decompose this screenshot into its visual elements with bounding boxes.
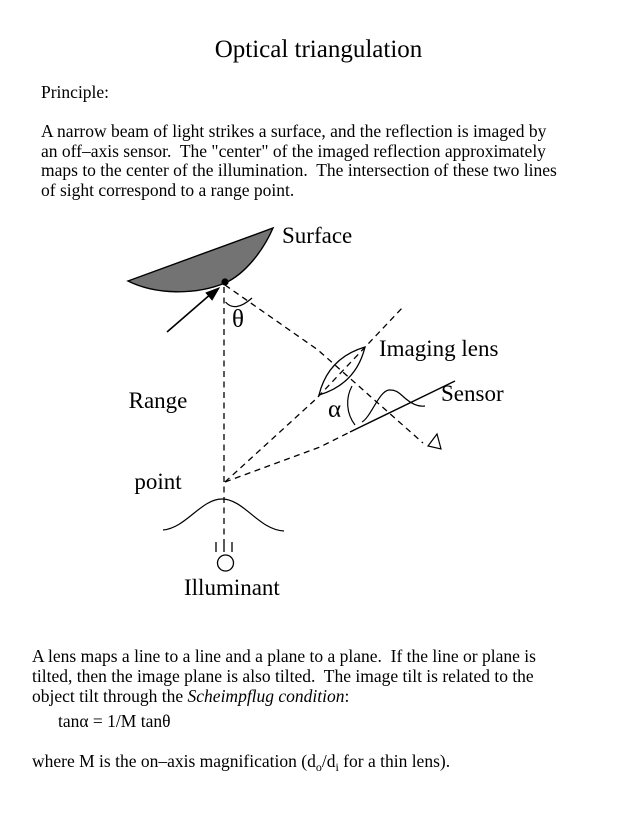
principle-label: Principle:	[41, 82, 110, 102]
range-point-label	[113, 333, 203, 549]
body-line-3	[32, 686, 349, 707]
range-point-arrow	[167, 293, 212, 332]
where-line	[32, 751, 450, 772]
sensor-label: Sensor	[441, 381, 504, 406]
intro-line-1: A narrow beam of light strikes a surface, and the reflection is imaged by	[41, 121, 547, 141]
scheimpflug-term: Scheimpflug condition	[187, 686, 345, 706]
illuminant-rays-icon	[216, 540, 232, 552]
where-part-2: /d	[321, 751, 336, 771]
scheimpflug-formula: tanα = 1/M tanθ	[58, 711, 171, 731]
body-line-3-prefix: object tilt through the	[32, 686, 188, 706]
body-line-3-suffix: :	[344, 686, 350, 706]
body-line-2: tilted, then the image plane is also tilted. The image tilt is related to the	[32, 666, 534, 686]
intro-line-2: an off–axis sensor. The "center" of the imaged reflection approximately	[41, 140, 546, 161]
intro-line-3: maps to the center of the illumination. The intersection of these two lines	[41, 160, 557, 180]
subscript-o: o	[315, 760, 322, 774]
sensor-plane-extension-line	[225, 432, 350, 482]
page-title: Optical triangulation	[214, 36, 423, 63]
line-of-sight-arrowhead-icon	[428, 434, 441, 449]
surface-label: Surface	[282, 223, 353, 248]
range-point-dot	[221, 278, 228, 285]
surface-shape	[128, 228, 273, 292]
subscript-i: i	[335, 760, 339, 774]
where-part-3: for a thin lens).	[338, 751, 451, 771]
alpha-label: α	[328, 396, 342, 423]
theta-label: θ	[232, 306, 244, 333]
body-line-1: A lens maps a line to a line and a plane to a plane. If the line or plane is	[32, 646, 536, 666]
line-of-sight-line	[225, 285, 423, 443]
illuminant-label: Illuminant	[184, 575, 280, 600]
illuminant-circle	[218, 555, 234, 571]
lens-plane-line	[225, 307, 403, 482]
range-point-arrowhead-icon	[206, 288, 219, 300]
intro-line-4: of sight correspond to a range point.	[41, 179, 295, 200]
range-point-label-line2: point	[134, 469, 182, 494]
range-point-label-line1: Range	[128, 388, 188, 413]
imaging-lens-label: Imaging lens	[379, 336, 499, 361]
alpha-arc	[348, 386, 355, 425]
where-part-1: where M is the on–axis magnification (d	[32, 751, 316, 771]
